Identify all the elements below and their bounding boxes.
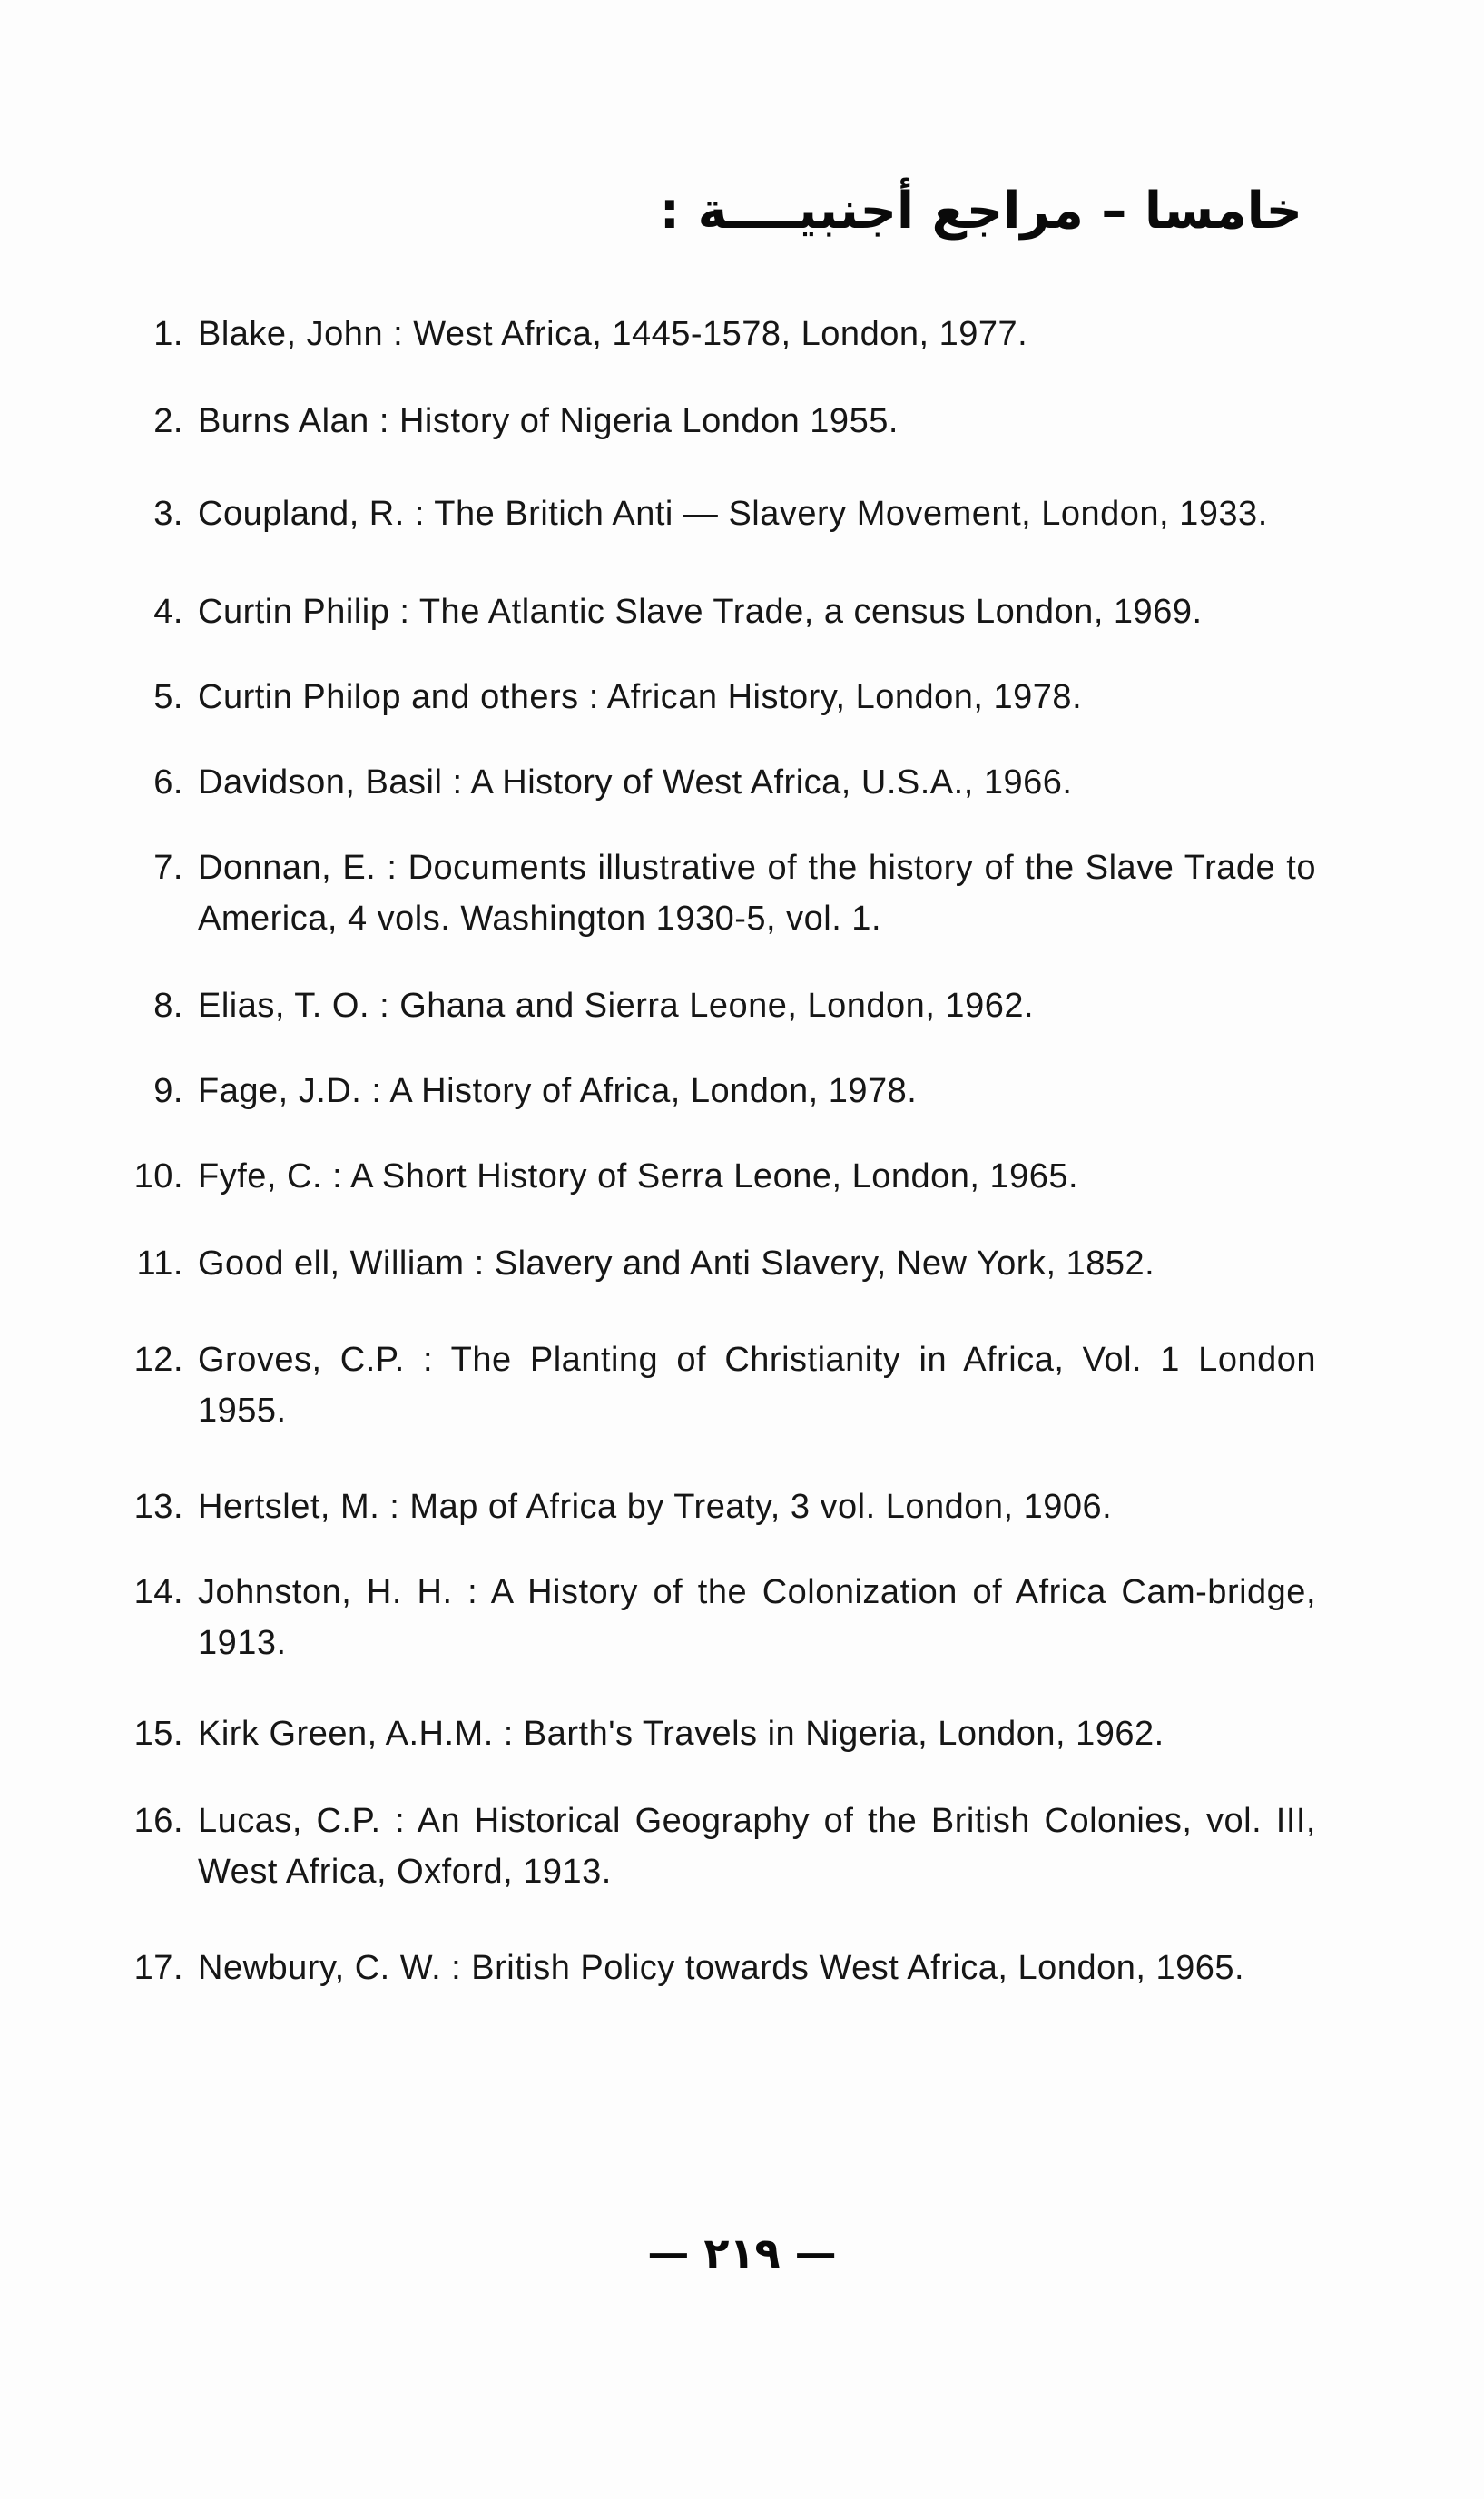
reference-number: 4. [153, 593, 183, 631]
reference-number: 17. [133, 1949, 183, 1987]
reference-list [118, 309, 1316, 1993]
reference-item [118, 1334, 1316, 1436]
reference-text: Coupland, R. : The Britich Anti — Slavery Movement, London, 1933. [198, 495, 1268, 533]
reference-text: Groves, C.P. : The Planting of Christianity in Africa, Vol. 1 London 1955. [198, 1341, 1316, 1430]
reference-number: 10. [133, 1157, 183, 1195]
reference-item [118, 396, 1316, 447]
reference-number: 11. [136, 1245, 183, 1283]
reference-number: 14. [133, 1573, 183, 1611]
section-heading: خامسا – مراجع أجنبيــــة : [659, 182, 1302, 241]
reference-item [118, 586, 1316, 637]
reference-text: Lucas, C.P. : An Historical Geography of the British Colonies, vol. III, West Africa, Oxford, 1913. [198, 1802, 1316, 1891]
reference-number: 2. [153, 402, 183, 440]
reference-text: Burns Alan : History of Nigeria London 1955. [198, 402, 899, 440]
reference-item [118, 309, 1316, 359]
reference-text: Good ell, William : Slavery and Anti Slavery, New York, 1852. [198, 1245, 1155, 1283]
reference-item [118, 1708, 1316, 1759]
reference-number: 8. [153, 987, 183, 1025]
reference-text: Donnan, E. : Documents illustrative of the history of the Slave Trade to America, 4 vols. Washington 1930-5, vol. 1. [198, 849, 1316, 938]
reference-text: Fyfe, C. : A Short History of Serra Leone, London, 1965. [198, 1157, 1079, 1195]
reference-text: Davidson, Basil : A History of West Africa, U.S.A., 1966. [198, 763, 1073, 802]
reference-text: Hertslet, M. : Map of Africa by Treaty, 3 vol. London, 1906. [198, 1488, 1113, 1526]
reference-number: 5. [153, 678, 183, 716]
reference-number: 3. [153, 495, 183, 533]
reference-text: Fage, J.D. : A History of Africa, London, 1978. [198, 1072, 918, 1110]
reference-text: Curtin Philip : The Atlantic Slave Trade, a census London, 1969. [198, 593, 1203, 631]
reference-item [118, 488, 1316, 539]
reference-text: Blake, John : West Africa, 1445-1578, London, 1977. [198, 315, 1028, 353]
page-number: — ٢١٩ — [647, 2228, 837, 2278]
reference-number: 9. [153, 1072, 183, 1110]
reference-item [118, 1151, 1316, 1202]
reference-number: 16. [133, 1802, 183, 1840]
reference-item [118, 672, 1316, 723]
reference-number: 7. [153, 849, 183, 887]
reference-item [118, 980, 1316, 1031]
reference-text: Kirk Green, A.H.M. : Barth's Travels in Nigeria, London, 1962. [198, 1715, 1165, 1753]
reference-text: Newbury, C. W. : British Policy towards West Africa, London, 1965. [198, 1949, 1245, 1987]
reference-item [118, 1943, 1316, 1993]
reference-text: Elias, T. O. : Ghana and Sierra Leone, London, 1962. [198, 987, 1035, 1025]
reference-number: 13. [133, 1488, 183, 1526]
reference-item [118, 1481, 1316, 1532]
reference-number: 6. [153, 763, 183, 802]
reference-item [118, 1796, 1316, 1897]
reference-item [118, 1066, 1316, 1117]
reference-item [118, 1567, 1316, 1668]
reference-number: 1. [153, 315, 183, 353]
reference-number: 12. [133, 1341, 183, 1379]
reference-item [118, 757, 1316, 808]
reference-item [118, 1238, 1316, 1289]
reference-text: Johnston, H. H. : A History of the Colonization of Africa Cam-bridge, 1913. [198, 1573, 1316, 1662]
reference-number: 15. [133, 1715, 183, 1753]
reference-text: Curtin Philop and others : African History, London, 1978. [198, 678, 1083, 716]
reference-item [118, 842, 1316, 944]
